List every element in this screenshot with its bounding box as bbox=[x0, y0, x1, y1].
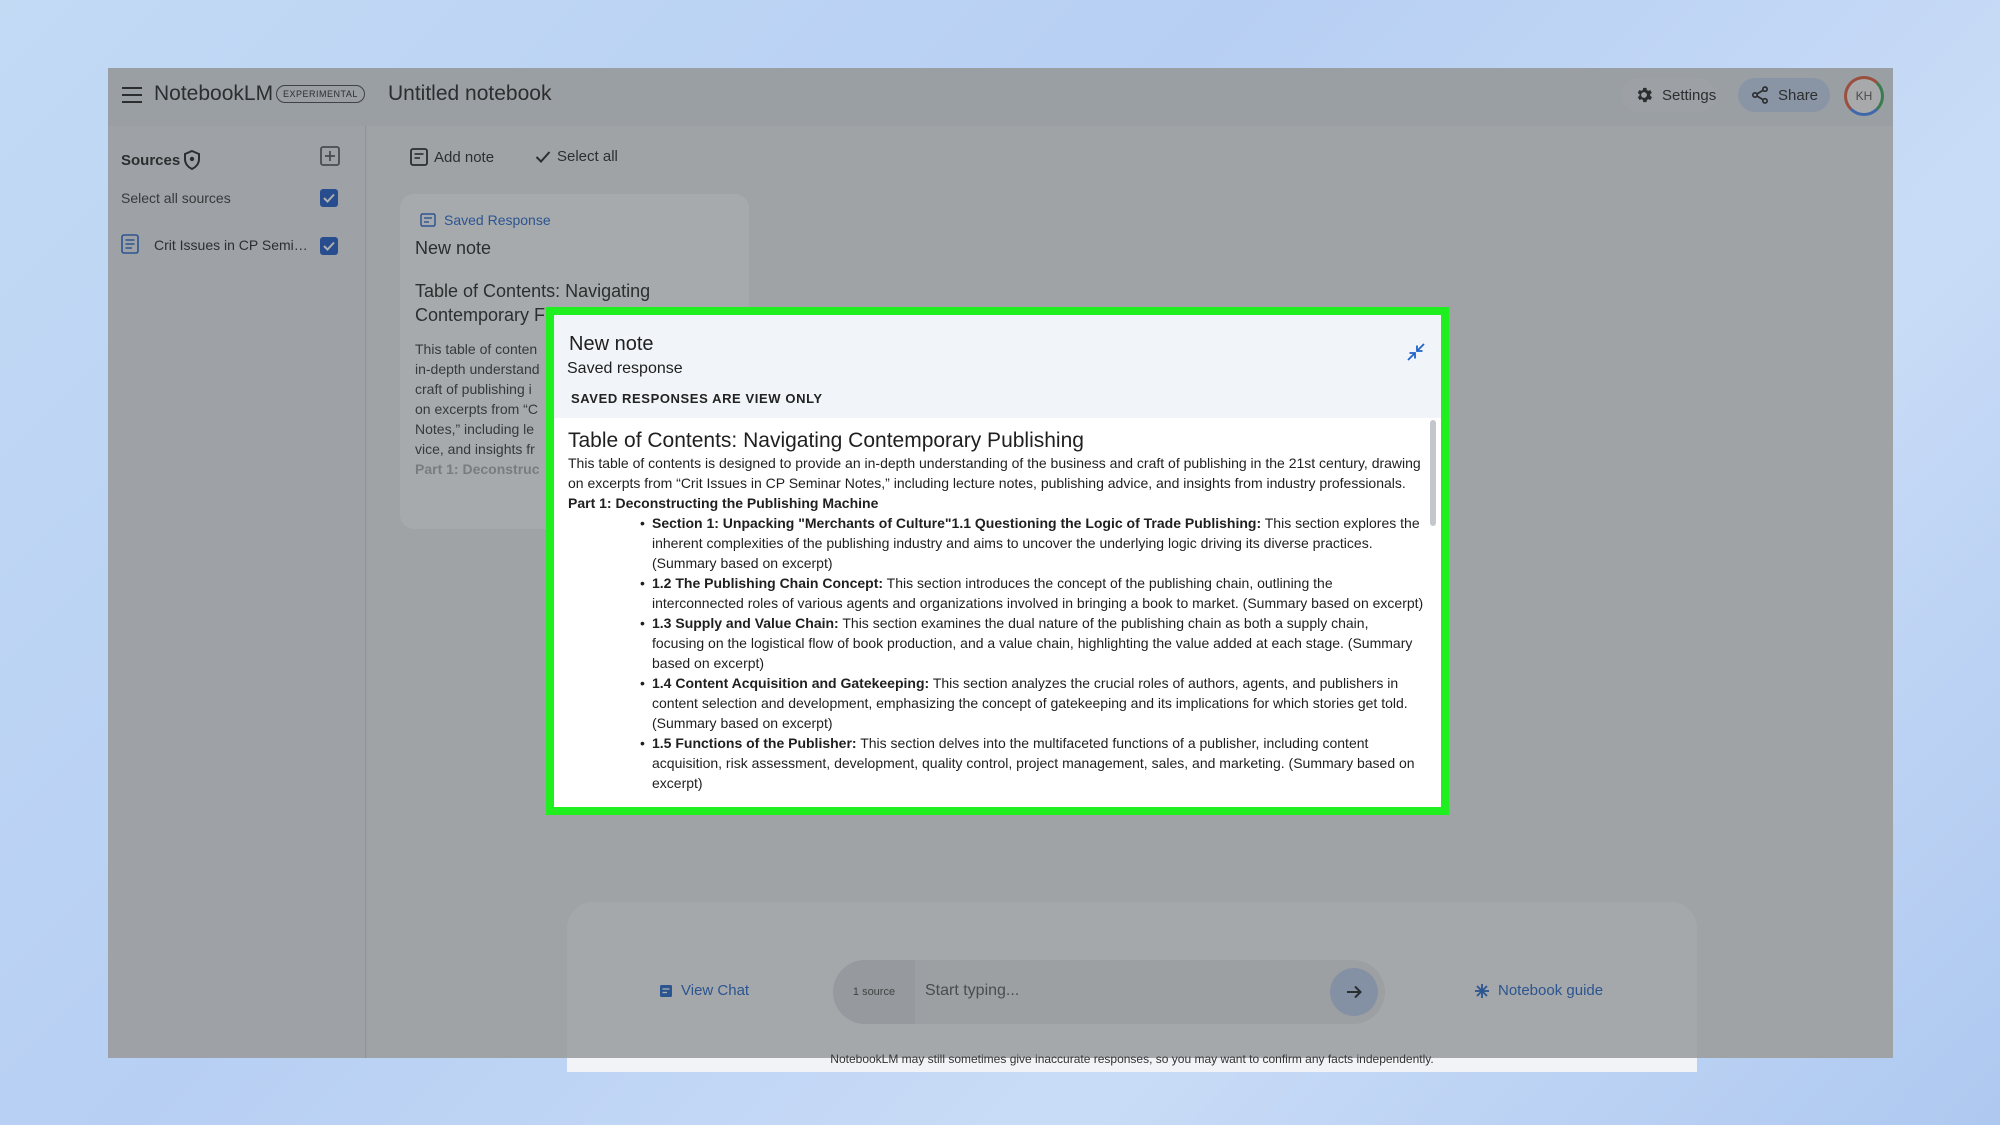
notebook-title[interactable]: Untitled notebook bbox=[388, 82, 552, 105]
document-icon bbox=[121, 234, 139, 254]
content-heading: Table of Contents: Navigating Contemporary Publishing bbox=[568, 429, 1084, 452]
list-item bbox=[640, 513, 1424, 573]
list-item bbox=[640, 733, 1424, 793]
sources-sidebar bbox=[108, 126, 366, 1058]
select-all-label: Select all bbox=[557, 148, 618, 165]
section-list bbox=[568, 513, 1424, 793]
gear-icon bbox=[1634, 85, 1654, 105]
sparkle-icon bbox=[1474, 983, 1490, 999]
item-title: 1.3 Supply and Value Chain: bbox=[652, 615, 839, 631]
modal-title: New note bbox=[569, 333, 654, 355]
list-item bbox=[640, 673, 1424, 733]
experimental-badge: EXPERIMENTAL bbox=[276, 85, 365, 103]
select-all-button[interactable] bbox=[535, 148, 618, 165]
item-text: This section delves into the multifaceted functions of a publisher, including content acquisition, risk assessment, development, quality control, project management, sales, and marketing. (Summary based on excerpt) bbox=[652, 735, 1415, 791]
select-all-sources-checkbox[interactable] bbox=[320, 189, 338, 207]
notebook-guide-label: Notebook guide bbox=[1498, 982, 1604, 999]
menu-icon[interactable] bbox=[122, 87, 142, 103]
view-only-notice: SAVED RESPONSES ARE VIEW ONLY bbox=[571, 391, 823, 406]
chat-input-field[interactable] bbox=[833, 960, 1385, 1024]
scrollbar-thumb[interactable] bbox=[1430, 420, 1436, 526]
note-line: craft of publishing i bbox=[415, 381, 532, 397]
note-line: This table of conten bbox=[415, 341, 538, 357]
check-icon bbox=[322, 191, 336, 205]
note-line: Notes,” including le bbox=[415, 421, 535, 437]
item-text: This section examines the dual nature of the publishing chain as both a supply chain, focusing on the logistical flow of book production, and a value chain, highlighting the value added at each stage. (Summary based on excerpt) bbox=[652, 615, 1413, 671]
send-button[interactable] bbox=[1330, 968, 1378, 1016]
list-item bbox=[640, 613, 1424, 673]
avatar[interactable]: KH bbox=[1844, 76, 1884, 116]
arrow-right-icon bbox=[1345, 983, 1363, 1001]
notebook-guide-button[interactable] bbox=[1474, 982, 1603, 999]
content-intro: This table of contents is designed to provide an in-depth understanding of the business and craft of publishing in the 21st century, drawing on excerpts from “Crit Issues in CP Seminar Notes,” including lecture notes, publishing advice, and insights from industry professionals. bbox=[568, 455, 1421, 491]
modal-header bbox=[554, 315, 1441, 418]
modal-scrollbar[interactable] bbox=[1430, 420, 1436, 815]
item-text: This section introduces the concept of the publishing chain, outlining the interconnected roles of various agents and organizations involved in bringing a book to market. (Summary based on excerpt) bbox=[652, 575, 1424, 611]
share-button[interactable] bbox=[1738, 78, 1830, 112]
note-add-icon bbox=[410, 148, 428, 166]
saved-response-label bbox=[420, 212, 551, 228]
app-brand: NotebookLM bbox=[154, 82, 274, 105]
view-chat-label: View Chat bbox=[681, 982, 750, 999]
check-icon bbox=[535, 150, 551, 164]
note-line: in-depth understand bbox=[415, 361, 540, 377]
item-title: 1.5 Functions of the Publisher: bbox=[652, 735, 857, 751]
shield-icon[interactable] bbox=[183, 150, 201, 170]
chat-panel bbox=[567, 902, 1697, 1072]
add-source-icon[interactable] bbox=[320, 146, 340, 166]
saved-response-text: Saved Response bbox=[444, 212, 551, 228]
source-checkbox[interactable] bbox=[320, 237, 338, 255]
settings-label: Settings bbox=[1662, 86, 1717, 104]
source-item[interactable]: Crit Issues in CP Semi… bbox=[154, 237, 308, 253]
item-text: This section analyzes the crucial roles of authors, agents, and publishers in content selection and development, emphasizing the concept of gatekeeping and its implications for which stories get told. (Summary based on excerpt) bbox=[652, 675, 1408, 731]
share-icon bbox=[1750, 85, 1770, 105]
top-bar bbox=[108, 68, 1893, 126]
saved-response-icon bbox=[420, 213, 436, 227]
note-line: on excerpts from “C bbox=[415, 401, 538, 417]
note-card-heading: Table of Contents: Navigating Contemporary F bbox=[415, 281, 651, 325]
item-title: 1.2 The Publishing Chain Concept: bbox=[652, 575, 884, 591]
note-line: vice, and insights fr bbox=[415, 441, 535, 457]
list-item bbox=[640, 573, 1424, 613]
note-card-title: New note bbox=[415, 238, 492, 258]
add-note-label: Add note bbox=[434, 148, 495, 166]
item-text: This section explores the inherent complexities of the publishing industry and aims to uncover the underlying logic driving its diverse practices. (Summary based on excerpt) bbox=[652, 515, 1420, 571]
sources-title: Sources bbox=[121, 152, 181, 169]
note-line: Part 1: Deconstruc bbox=[415, 461, 540, 477]
source-count-chip[interactable]: 1 source bbox=[833, 960, 915, 1024]
settings-button[interactable] bbox=[1622, 78, 1716, 112]
item-title: 1.4 Content Acquisition and Gatekeeping: bbox=[652, 675, 930, 691]
note-modal bbox=[546, 307, 1449, 815]
add-note-button[interactable] bbox=[410, 148, 494, 166]
collapse-icon[interactable] bbox=[1406, 342, 1426, 362]
part-heading: Part 1: Deconstructing the Publishing Machine bbox=[568, 495, 879, 511]
check-icon bbox=[322, 239, 336, 253]
modal-subtitle: Saved response bbox=[567, 360, 683, 377]
view-chat-button[interactable] bbox=[659, 982, 749, 999]
share-label: Share bbox=[1778, 86, 1819, 104]
modal-content bbox=[568, 429, 1424, 824]
chat-icon bbox=[659, 984, 673, 998]
disclaimer-text: NotebookLM may still sometimes give inaccurate responses, so you may want to confirm any facts independently. bbox=[830, 1052, 1434, 1066]
item-title: Section 1: Unpacking "Merchants of Culture"1.1 Questioning the Logic of Trade Publishing: bbox=[652, 515, 1262, 531]
select-all-sources-label: Select all sources bbox=[121, 190, 231, 206]
chat-input-placeholder: Start typing... bbox=[925, 982, 1020, 999]
